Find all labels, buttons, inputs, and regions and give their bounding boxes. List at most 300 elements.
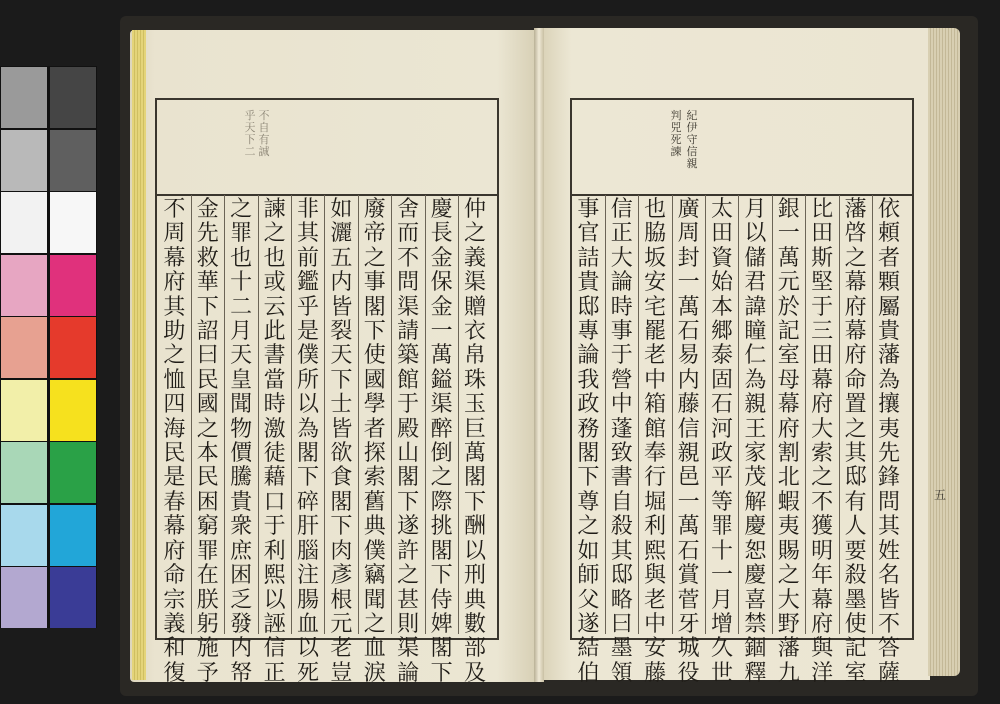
- glyph: 君: [744, 270, 767, 296]
- glyph: 淚: [363, 660, 386, 686]
- glyph: 專: [577, 319, 600, 345]
- glyph: 閣: [330, 489, 353, 515]
- glyph: 詔: [196, 319, 219, 345]
- glyph: 平: [710, 465, 733, 491]
- glyph: 銀: [777, 197, 800, 222]
- glyph: 下: [330, 514, 353, 540]
- column-divider: [672, 195, 673, 634]
- glyph: 前: [296, 245, 319, 271]
- glyph: 萬: [777, 245, 800, 271]
- glyph: 官: [577, 221, 600, 247]
- glyph: 結: [577, 636, 600, 662]
- glyph: 下: [577, 465, 600, 491]
- glyph: 封: [677, 245, 700, 271]
- glyph: 諱: [744, 294, 767, 320]
- glyph: 價: [230, 441, 253, 467]
- glyph: 廢: [363, 197, 386, 222]
- glyph: 詰: [577, 245, 600, 271]
- glyph: 下: [330, 367, 353, 393]
- glyph: 攘: [877, 392, 900, 418]
- glyph: 貴: [877, 319, 900, 345]
- glyph: 利: [263, 538, 286, 564]
- glyph: 也: [230, 245, 253, 271]
- glyph: 内: [230, 636, 253, 662]
- glyph: 野: [777, 611, 800, 637]
- glyph: 下: [430, 563, 453, 589]
- glyph: 海: [163, 416, 186, 442]
- glyph: 藩: [844, 197, 867, 222]
- glyph: 天: [230, 343, 253, 369]
- glyph: 閣: [577, 441, 600, 467]
- glyph: 周: [163, 221, 186, 247]
- glyph: 府: [844, 294, 867, 320]
- glyph: 箱: [644, 392, 667, 418]
- glyph: 之: [196, 416, 219, 442]
- color-swatch: [50, 505, 96, 566]
- left-text-column: [394, 198, 422, 686]
- right-header-note: 判 兕 死 諫: [670, 109, 682, 158]
- glyph: 之: [844, 416, 867, 442]
- glyph: 巨: [463, 416, 486, 442]
- glyph: 大: [777, 587, 800, 613]
- glyph: 要: [844, 538, 867, 564]
- glyph: 我: [577, 367, 600, 393]
- glyph: 閣: [296, 441, 319, 467]
- glyph: 大: [811, 416, 834, 442]
- color-swatch: [50, 567, 96, 628]
- glyph: 聞: [230, 392, 253, 418]
- glyph: 則: [397, 611, 420, 637]
- glyph: 下: [296, 465, 319, 491]
- glyph: 行: [644, 465, 667, 491]
- glyph: 營: [610, 367, 633, 393]
- glyph: 三: [811, 319, 834, 345]
- glyph: 府: [844, 343, 867, 369]
- glyph: 于: [811, 294, 834, 320]
- glyph: 施: [196, 636, 219, 662]
- glyph: 保: [430, 270, 453, 296]
- glyph: 遂: [577, 611, 600, 637]
- color-swatch: [1, 505, 47, 566]
- glyph: 一: [710, 563, 733, 589]
- glyph: 者: [363, 416, 386, 442]
- glyph: 利: [644, 514, 667, 540]
- glyph: 渠: [463, 270, 486, 296]
- glyph: 衆: [230, 514, 253, 540]
- color-swatch: [50, 442, 96, 503]
- right-text-column: [608, 198, 636, 686]
- glyph: 皆: [330, 294, 353, 320]
- glyph: 本: [710, 294, 733, 320]
- glyph: 先: [877, 441, 900, 467]
- glyph: 四: [163, 392, 186, 418]
- color-swatch: [50, 255, 96, 316]
- glyph: 之: [397, 563, 420, 589]
- glyph: 中: [644, 611, 667, 637]
- glyph: 閣: [430, 636, 453, 662]
- glyph: 華: [196, 270, 219, 296]
- glyph: 洋: [811, 660, 834, 686]
- left-text-column: [160, 198, 188, 686]
- glyph: 于: [397, 392, 420, 418]
- glyph: 殿: [397, 416, 420, 442]
- glyph: 之: [363, 611, 386, 637]
- glyph: 竊: [363, 563, 386, 589]
- glyph: 政: [710, 441, 733, 467]
- glyph: 務: [577, 416, 600, 442]
- glyph: 在: [196, 563, 219, 589]
- glyph: 斯: [811, 245, 834, 271]
- glyph: 皇: [230, 367, 253, 393]
- glyph: 以: [263, 587, 286, 613]
- column-divider: [425, 195, 426, 634]
- glyph: 家: [744, 441, 767, 467]
- glyph: 太: [710, 197, 733, 222]
- glyph: 室: [844, 660, 867, 686]
- book-spine: [534, 28, 544, 682]
- glyph: 天: [330, 343, 353, 369]
- glyph: 于: [610, 343, 633, 369]
- glyph: 五: [330, 245, 353, 271]
- glyph: 窮: [196, 514, 219, 540]
- glyph: 月: [230, 319, 253, 345]
- glyph: 周: [677, 221, 700, 247]
- glyph: 命: [844, 367, 867, 393]
- column-divider: [772, 195, 773, 634]
- glyph: 正: [610, 221, 633, 247]
- glyph: 衣: [463, 319, 486, 345]
- glyph: 所: [296, 367, 319, 393]
- glyph: 學: [363, 392, 386, 418]
- color-swatch: [50, 130, 96, 191]
- glyph: 不: [811, 489, 834, 515]
- glyph: 舍: [397, 197, 420, 222]
- glyph: 人: [844, 514, 867, 540]
- glyph: 元: [777, 270, 800, 296]
- glyph: 信: [610, 197, 633, 222]
- glyph: 奉: [644, 441, 667, 467]
- glyph: 之: [163, 343, 186, 369]
- glyph: 春: [163, 489, 186, 515]
- right-header-rule: [570, 194, 914, 196]
- glyph: 為: [877, 367, 900, 393]
- glyph: 及: [463, 660, 486, 686]
- glyph: 本: [196, 441, 219, 467]
- column-divider: [191, 195, 192, 634]
- right-text-column: [741, 198, 769, 686]
- glyph: 有: [844, 489, 867, 515]
- glyph: 非: [296, 197, 319, 222]
- color-swatch: [50, 380, 96, 441]
- glyph: 碎: [296, 489, 319, 515]
- glyph: 幕: [811, 587, 834, 613]
- glyph: 予: [196, 660, 219, 686]
- glyph: 灑: [330, 221, 353, 247]
- glyph: 下: [196, 294, 219, 320]
- right-text-column: [675, 198, 703, 686]
- glyph: 正: [263, 660, 286, 686]
- column-divider: [358, 195, 359, 634]
- glyph: 邑: [677, 465, 700, 491]
- column-divider: [805, 195, 806, 634]
- glyph: 事: [577, 197, 600, 222]
- glyph: 之: [777, 563, 800, 589]
- glyph: 激: [263, 416, 286, 442]
- glyph: 數: [463, 611, 486, 637]
- column-divider: [839, 195, 840, 634]
- glyph: 堅: [811, 270, 834, 296]
- column-divider: [872, 195, 873, 634]
- glyph: 石: [677, 319, 700, 345]
- color-swatch: [1, 380, 47, 441]
- glyph: 問: [877, 489, 900, 515]
- glyph: 九: [777, 660, 800, 686]
- left-text-column: [428, 198, 456, 686]
- glyph: 遂: [397, 514, 420, 540]
- glyph: 尊: [577, 489, 600, 515]
- glyph: 慶: [744, 563, 767, 589]
- glyph: 渠: [430, 392, 453, 418]
- glyph: 脇: [644, 221, 667, 247]
- glyph: 割: [777, 441, 800, 467]
- glyph: 賜: [777, 538, 800, 564]
- glyph: 其: [844, 441, 867, 467]
- left-text-column: [327, 198, 355, 686]
- glyph: 伯: [577, 660, 600, 686]
- glyph: 僕: [363, 538, 386, 564]
- glyph: 館: [644, 416, 667, 442]
- glyph: 幕: [777, 392, 800, 418]
- glyph: 泰: [710, 343, 733, 369]
- glyph: 閣: [430, 538, 453, 564]
- column-divider: [391, 195, 392, 634]
- glyph: 内: [677, 367, 700, 393]
- glyph: 月: [710, 587, 733, 613]
- glyph: 幕: [811, 367, 834, 393]
- glyph: 禁: [744, 611, 767, 637]
- glyph: 藤: [677, 392, 700, 418]
- glyph: 乏: [230, 587, 253, 613]
- glyph: 築: [397, 343, 420, 369]
- glyph: 使: [363, 343, 386, 369]
- glyph: 鋒: [877, 465, 900, 491]
- color-checker: [0, 66, 97, 628]
- glyph: 幕: [844, 319, 867, 345]
- glyph: 幕: [163, 514, 186, 540]
- glyph: 典: [363, 514, 386, 540]
- glyph: 玉: [463, 392, 486, 418]
- page-stack-edge: [928, 28, 960, 676]
- glyph: 裂: [330, 319, 353, 345]
- left-text-column: [461, 198, 489, 686]
- glyph: 閣: [363, 294, 386, 320]
- glyph: 以: [296, 392, 319, 418]
- left-text-column: [261, 198, 289, 686]
- glyph: 二: [230, 294, 253, 320]
- glyph: 時: [610, 294, 633, 320]
- glyph: 不: [163, 197, 186, 222]
- glyph: 問: [397, 270, 420, 296]
- glyph: 藩: [777, 636, 800, 662]
- glyph: 田: [811, 343, 834, 369]
- glyph: 之: [363, 245, 386, 271]
- glyph: 典: [463, 587, 486, 613]
- glyph: 致: [610, 441, 633, 467]
- glyph: 薩: [877, 660, 900, 686]
- glyph: 渠: [397, 636, 420, 662]
- glyph: 渠: [397, 294, 420, 320]
- glyph: 月: [744, 197, 767, 222]
- glyph: 仲: [463, 197, 486, 222]
- glyph: 答: [877, 636, 900, 662]
- glyph: 恕: [744, 538, 767, 564]
- glyph: 事: [363, 270, 386, 296]
- glyph: 諫: [263, 197, 286, 222]
- glyph: 固: [710, 367, 733, 393]
- glyph: 閣: [397, 465, 420, 491]
- glyph: 帑: [230, 660, 253, 686]
- glyph: 年: [811, 563, 834, 589]
- glyph: 比: [811, 197, 834, 222]
- color-swatch: [1, 67, 47, 128]
- glyph: 始: [710, 270, 733, 296]
- glyph: 困: [230, 563, 253, 589]
- glyph: 石: [710, 392, 733, 418]
- glyph: 邸: [610, 563, 633, 589]
- glyph: 略: [610, 587, 633, 613]
- glyph: 聞: [363, 587, 386, 613]
- color-swatch: [1, 567, 47, 628]
- right-text-column: [641, 198, 669, 686]
- glyph: 領: [610, 660, 633, 686]
- glyph: 藩: [877, 343, 900, 369]
- glyph: 舊: [363, 489, 386, 515]
- glyph: 十: [230, 270, 253, 296]
- glyph: 腦: [296, 538, 319, 564]
- glyph: 之: [430, 465, 453, 491]
- glyph: 慶: [744, 514, 767, 540]
- glyph: 中: [644, 367, 667, 393]
- glyph: 騰: [230, 465, 253, 491]
- glyph: 酬: [463, 514, 486, 540]
- glyph: 助: [163, 319, 186, 345]
- column-divider: [705, 195, 706, 634]
- glyph: 其: [610, 538, 633, 564]
- right-text-column: [775, 198, 803, 686]
- glyph: 老: [330, 636, 353, 662]
- glyph: 論: [577, 343, 600, 369]
- glyph: 國: [363, 367, 386, 393]
- glyph: 先: [196, 221, 219, 247]
- glyph: 以: [296, 636, 319, 662]
- glyph: 王: [744, 416, 767, 442]
- glyph: 鎰: [430, 367, 453, 393]
- right-text-column: [875, 198, 903, 686]
- column-divider: [738, 195, 739, 634]
- glyph: 田: [710, 221, 733, 247]
- glyph: 郷: [710, 319, 733, 345]
- glyph: 中: [610, 392, 633, 418]
- glyph: 瞳: [744, 319, 767, 345]
- glyph: 喜: [744, 587, 767, 613]
- color-swatch: [1, 192, 47, 253]
- glyph: 役: [677, 660, 700, 686]
- glyph: 老: [644, 587, 667, 613]
- glyph: 事: [610, 319, 633, 345]
- glyph: 下: [430, 660, 453, 686]
- glyph: 或: [263, 270, 286, 296]
- right-text-column: [842, 198, 870, 686]
- glyph: 民: [196, 465, 219, 491]
- left-text-column: [194, 198, 222, 686]
- glyph: 廣: [677, 197, 700, 222]
- glyph: 發: [230, 611, 253, 637]
- glyph: 贈: [463, 294, 486, 320]
- glyph: 藤: [644, 660, 667, 686]
- glyph: 朕: [196, 587, 219, 613]
- glyph: 血: [296, 611, 319, 637]
- glyph: 困: [196, 489, 219, 515]
- glyph: 貴: [230, 489, 253, 515]
- glyph: 茂: [744, 465, 767, 491]
- glyph: 萬: [430, 343, 453, 369]
- right-text-column: [708, 198, 736, 686]
- glyph: 姓: [877, 538, 900, 564]
- glyph: 與: [811, 636, 834, 662]
- glyph: 顆: [877, 270, 900, 296]
- glyph: 之: [577, 514, 600, 540]
- color-swatch: [1, 255, 47, 316]
- glyph: 之: [230, 197, 253, 222]
- glyph: 乎: [296, 294, 319, 320]
- glyph: 醉: [430, 416, 453, 442]
- glyph: 注: [296, 563, 319, 589]
- glyph: 萬: [463, 441, 486, 467]
- glyph: 藉: [263, 465, 286, 491]
- glyph: 館: [397, 367, 420, 393]
- glyph: 墨: [844, 587, 867, 613]
- glyph: 府: [163, 538, 186, 564]
- glyph: 曰: [196, 343, 219, 369]
- glyph: 不: [397, 245, 420, 271]
- glyph: 慶: [430, 197, 453, 222]
- glyph: 儲: [744, 245, 767, 271]
- glyph: 坂: [644, 245, 667, 271]
- glyph: 和: [163, 636, 186, 662]
- glyph: 之: [811, 465, 834, 491]
- glyph: 其: [877, 514, 900, 540]
- glyph: 以: [463, 538, 486, 564]
- glyph: 名: [877, 563, 900, 589]
- glyph: 書: [263, 343, 286, 369]
- glyph: 金: [430, 294, 453, 320]
- glyph: 以: [744, 221, 767, 247]
- glyph: 罪: [196, 538, 219, 564]
- glyph: 宗: [163, 587, 186, 613]
- glyph: 肝: [296, 514, 319, 540]
- glyph: 復: [163, 660, 186, 686]
- glyph: 信: [263, 636, 286, 662]
- glyph: 如: [330, 197, 353, 222]
- glyph: 請: [397, 319, 420, 345]
- glyph: 熙: [644, 538, 667, 564]
- glyph: 父: [577, 587, 600, 613]
- glyph: 之: [263, 221, 286, 247]
- glyph: 下: [463, 489, 486, 515]
- glyph: 屬: [877, 294, 900, 320]
- glyph: 云: [263, 294, 286, 320]
- left-text-column: [361, 198, 389, 686]
